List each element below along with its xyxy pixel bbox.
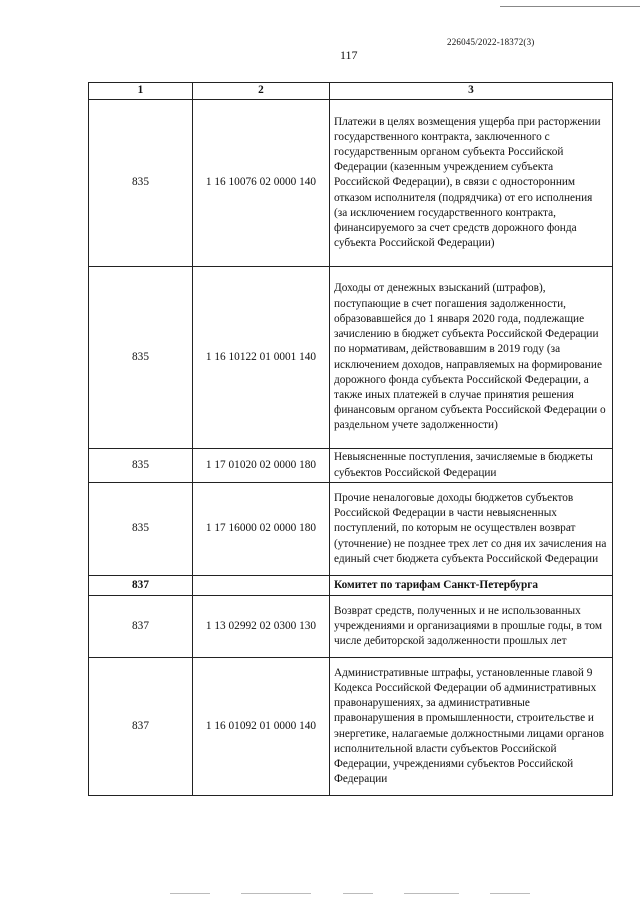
- revenue-code-cell: 1 16 10122 01 0001 140: [193, 267, 330, 449]
- table-row: [89, 100, 613, 267]
- table-row: [89, 658, 613, 796]
- column-header-3: 3: [330, 83, 613, 100]
- description-cell: Невыясненные поступления, зачисляемые в бюджеты субъектов Российской Федерации: [330, 449, 613, 483]
- column-header-2: 2: [193, 83, 330, 100]
- admin-code-cell: 837: [89, 596, 193, 658]
- revenue-codes-table: [88, 82, 613, 796]
- top-edge-line: [500, 6, 640, 7]
- revenue-code-cell: [193, 576, 330, 596]
- revenue-code-cell: 1 13 02992 02 0300 130: [193, 596, 330, 658]
- section-header-row: [89, 576, 613, 596]
- table-row: [89, 596, 613, 658]
- admin-code-cell: 835: [89, 449, 193, 483]
- description-cell: Прочие неналоговые доходы бюджетов субъектов Российской Федерации в части невыясненных поступлений, по которым не осуществлен возврат (уточнение) не позднее трех лет со дня их зачисления на единый счет бюджета субъекта Российской Федерации: [330, 483, 613, 576]
- table-row: [89, 267, 613, 449]
- admin-code-cell: 837: [89, 576, 193, 596]
- table-row: [89, 449, 613, 483]
- bottom-scan-marks: [170, 893, 530, 896]
- revenue-code-cell: 1 16 01092 01 0000 140: [193, 658, 330, 796]
- column-header-1: 1: [89, 83, 193, 100]
- revenue-code-cell: 1 17 16000 02 0000 180: [193, 483, 330, 576]
- document-number: 226045/2022-18372(3): [447, 37, 535, 47]
- page-number: 117: [340, 48, 358, 62]
- table-row: [89, 483, 613, 576]
- description-cell: Административные штрафы, установленные главой 9 Кодекса Российской Федерации об административных правонарушениях, за административные правонарушения в промышленности, строительстве и энергетике, налагаемые должностными лицами органов исполнительной власти субъектов Российской Федерации, учреждениями субъектов Российской Федерации: [330, 658, 613, 796]
- committee-name-cell: Комитет по тарифам Санкт-Петербурга: [330, 576, 613, 596]
- table-header-row: [89, 83, 613, 100]
- admin-code-cell: 835: [89, 267, 193, 449]
- revenue-code-cell: 1 17 01020 02 0000 180: [193, 449, 330, 483]
- admin-code-cell: 837: [89, 658, 193, 796]
- description-cell: Возврат средств, полученных и не использованных учреждениями и организациями в прошлые годы, в том числе дебиторской задолженности прошлых лет: [330, 596, 613, 658]
- revenue-code-cell: 1 16 10076 02 0000 140: [193, 100, 330, 267]
- description-cell: Платежи в целях возмещения ущерба при расторжении государственного контракта, заключенного с государственным органом субъекта Российской Федерации (казенным учреждением субъекта Российской Федерации), в связи с односторонним отказом исполнителя (подрядчика) от его исполнения (за исключением государственного контракта, финансируемого за счет средств дорожного фонда субъекта Российской Федерации): [330, 100, 613, 267]
- admin-code-cell: 835: [89, 483, 193, 576]
- admin-code-cell: 835: [89, 100, 193, 267]
- description-cell: Доходы от денежных взысканий (штрафов), поступающие в счет погашения задолженности, образовавшейся до 1 января 2020 года, подлежащие зачислению в бюджет субъекта Российской Федерации по нормативам, действовавшим в 2019 году (за исключением доходов, направляемых на формирование дорожного фонда субъекта Российской Федерации, а также иных платежей в случае принятия решения финансовым органом субъекта Российской Федерации о раздельном учете задолженности): [330, 267, 613, 449]
